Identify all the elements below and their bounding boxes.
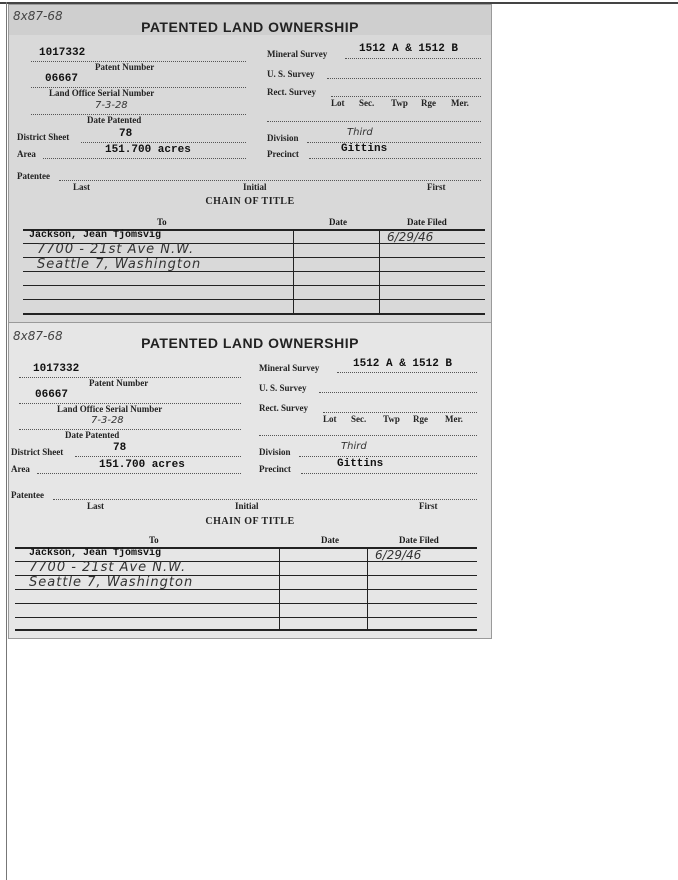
table-rule [23,299,485,300]
mineral-survey-label: Mineral Survey [259,363,320,373]
us-survey-line [319,392,477,393]
district-sheet-label: District Sheet [11,447,64,457]
handwritten-id: 8x87-68 [13,329,63,343]
chain-row-address-2: Seattle 7, Washington [37,257,202,272]
rect-col-mer: Mer. [445,414,463,424]
precinct-label: Precinct [259,464,291,474]
handwritten-id: 8x87-68 [13,9,63,23]
district-sheet-line [75,456,241,457]
rect-col-twp: Twp [383,414,400,424]
area-label: Area [17,149,36,159]
division-label: Division [259,447,291,457]
chain-row-address-1: 7700 - 21st Ave N.W. [29,560,187,575]
us-survey-line [327,78,481,79]
serial-value: 06667 [35,389,69,401]
chain-of-title-heading: CHAIN OF TITLE [205,196,295,207]
serial-label: Land Office Serial Number [49,88,155,98]
mineral-survey-line [345,58,481,59]
rect-extra-line [267,121,481,122]
area-label: Area [11,464,30,474]
mineral-survey-line [337,372,477,373]
patentee-line [53,499,477,500]
us-survey-label: U. S. Survey [259,383,307,393]
date-patented-line [19,429,241,430]
card-title: PATENTED LAND OWNERSHIP [141,335,359,351]
rect-col-rge: Rge [421,98,436,108]
division-value: Third [341,441,367,452]
rect-survey-line [323,412,477,413]
rect-survey-label: Rect. Survey [259,403,308,413]
area-value: 151.700 acres [105,144,191,156]
precinct-line [301,473,477,474]
patent-number-label: Patent Number [89,378,149,388]
patentee-col-first: First [427,182,446,192]
patentee-col-last: Last [87,501,105,511]
chain-row-address-1: 7700 - 21st Ave N.W. [37,242,195,257]
area-value: 151.700 acres [99,459,185,471]
table-rule [15,617,477,618]
division-value: Third [347,127,373,138]
precinct-value: Gittins [341,143,388,155]
rect-col-rge: Rge [413,414,428,424]
patentee-col-last: Last [73,182,91,192]
serial-value: 06667 [45,73,79,85]
rect-col-twp: Twp [391,98,408,108]
chain-row-name: Jackson, Jean Tjomsvig [29,548,162,559]
chain-header-date-filed: Date Filed [399,535,439,545]
chain-header-date: Date [329,217,347,227]
chain-of-title-heading: CHAIN OF TITLE [205,516,295,527]
patentee-label: Patentee [17,171,50,181]
table-col-divider [367,547,368,631]
precinct-value: Gittins [337,458,384,470]
rect-extra-line [259,435,477,436]
mineral-survey-label: Mineral Survey [267,49,328,59]
table-col-divider [279,547,280,631]
area-line [43,158,246,159]
division-line [307,142,481,143]
district-sheet-value: 78 [119,128,133,140]
rect-col-sec: Sec. [359,98,375,108]
rect-col-lot: Lot [323,414,337,424]
table-rule [23,285,485,286]
district-sheet-value: 78 [113,442,127,454]
precinct-line [309,158,481,159]
card-title: PATENTED LAND OWNERSHIP [141,19,359,35]
patent-number-label: Patent Number [95,62,155,72]
rect-survey-line [331,96,481,97]
chain-row-name: Jackson, Jean Tjomsvig [29,230,162,241]
chain-row-date-filed: 6/29/46 [375,548,422,562]
patentee-col-first: First [419,501,438,511]
ownership-card-top [8,4,492,326]
rect-col-lot: Lot [331,98,345,108]
date-patented-label: Date Patented [87,115,142,125]
chain-row-date-filed: 6/29/46 [387,230,434,244]
table-rule [23,313,485,315]
mineral-survey-value: 1512 A & 1512 B [359,43,459,55]
table-col-divider [293,229,294,315]
area-line [37,473,241,474]
precinct-label: Precinct [267,149,299,159]
chain-header-date: Date [321,535,339,545]
district-sheet-label: District Sheet [17,132,70,142]
patent-number-value: 1017332 [33,363,80,375]
date-patented-value: 7-3-28 [91,415,124,426]
serial-label: Land Office Serial Number [57,404,163,414]
chain-of-title-table [23,215,485,317]
mineral-survey-value: 1512 A & 1512 B [353,358,453,370]
patentee-col-initial: Initial [235,501,259,511]
us-survey-label: U. S. Survey [267,69,315,79]
rect-col-mer: Mer. [451,98,469,108]
chain-of-title-table [15,533,477,633]
table-col-divider [379,229,380,315]
chain-header-to: To [149,535,159,545]
page-left-border [6,2,7,880]
table-rule [15,629,477,631]
patentee-label: Patentee [11,490,44,500]
date-patented-value: 7-3-28 [95,100,128,111]
chain-row-address-2: Seattle 7, Washington [29,575,194,590]
district-sheet-line [81,142,246,143]
patentee-col-initial: Initial [243,182,267,192]
patentee-line [59,180,481,181]
date-patented-label: Date Patented [65,430,120,440]
rect-survey-label: Rect. Survey [267,87,316,97]
chain-header-to: To [157,217,167,227]
ownership-card-bottom [8,322,492,639]
division-line [299,456,477,457]
chain-header-date-filed: Date Filed [407,217,447,227]
table-rule [15,603,477,604]
division-label: Division [267,133,299,143]
patent-number-value: 1017332 [39,47,86,59]
rect-col-sec: Sec. [351,414,367,424]
